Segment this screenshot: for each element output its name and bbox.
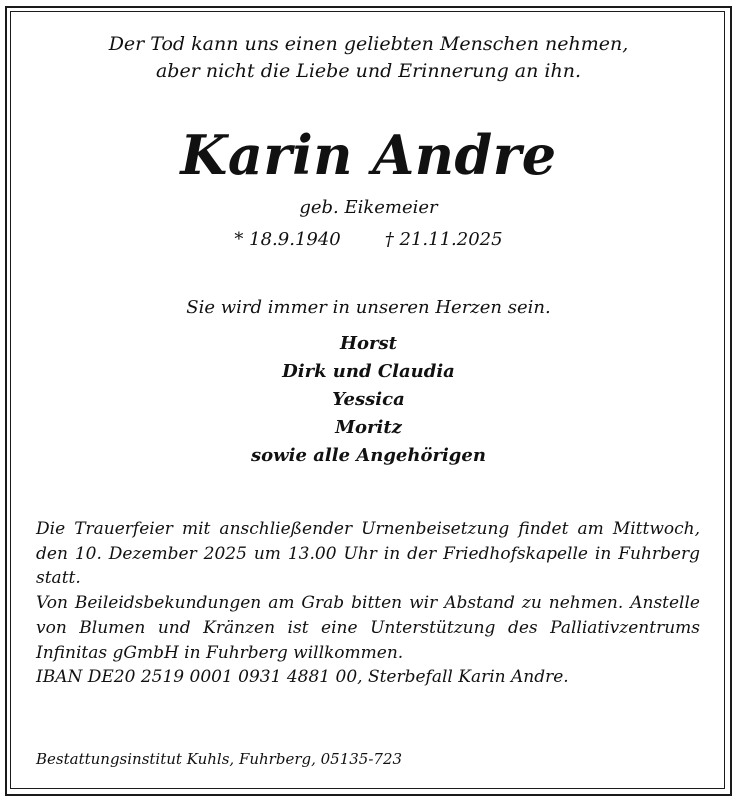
mourner: Yessica: [332, 389, 405, 410]
life-dates: [0, 229, 737, 251]
birth-date: * 18.9.1940: [234, 229, 341, 250]
memorial-quote: [0, 31, 737, 85]
birth-name: geb. Eikemeier: [299, 197, 438, 218]
deceased-name: Karin Andre: [180, 123, 557, 187]
quote-line-1: Der Tod kann uns einen geliebten Menschen nehmen,: [108, 33, 629, 55]
mourner: sowie alle Angehörigen: [251, 445, 486, 466]
mourner: Horst: [340, 333, 397, 354]
undertaker-info: Bestattungsinstitut Kuhls, Fuhrberg, 05135-723: [36, 750, 403, 768]
quote-line-2: aber nicht die Liebe und Erinnerung an ihn.: [155, 60, 581, 82]
donation-request-text: Von Beileidsbekundungen am Grab bitten wir Abstand zu nehmen. Anstelle von Blumen und Kränzen ist eine Unterstützung des Palliativzentrums Infinitas gGmbH in Fuhrberg willkommen.: [36, 593, 700, 663]
mourner: Dirk und Claudia: [282, 361, 455, 382]
funeral-details: [36, 517, 700, 690]
ceremony-text: Die Trauerfeier mit anschließender Urnenbeisetzung findet am Mittwoch, den 10. Dezember 2025 um 13.00 Uhr in der Friedhofskapelle in Fuhrberg statt.: [36, 519, 700, 589]
mourner: Moritz: [335, 417, 402, 438]
death-date: † 21.11.2025: [384, 229, 503, 250]
motto: Sie wird immer in unseren Herzen sein.: [186, 297, 551, 318]
iban-text: IBAN DE20 2519 0001 0931 4881 00, Sterbefall Karin Andre.: [36, 667, 569, 688]
mourners-list: [0, 330, 737, 470]
